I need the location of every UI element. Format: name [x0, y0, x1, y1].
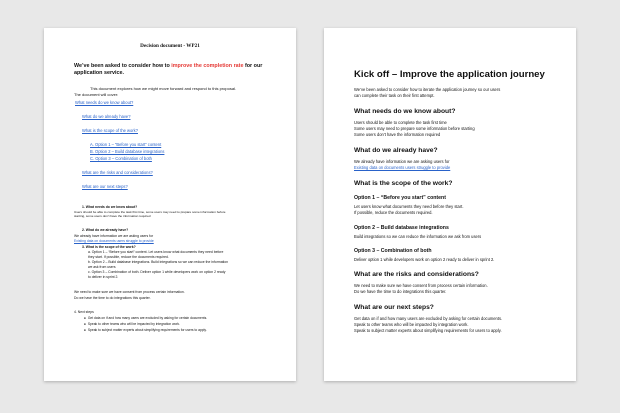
next-step-line: Get data on if and how many users are excluded by asking for certain documents. — [354, 316, 503, 321]
intro-text-end: for our application service. — [74, 63, 263, 76]
risks-line: We need to make sure we have consent from process certain information. — [354, 283, 488, 288]
toc-link-needs[interactable]: What needs do we know about? — [75, 100, 134, 105]
section-2-link[interactable]: Existing data on documents users struggle to provide — [74, 239, 154, 243]
risks-line: Do we have the time to do integrations this quarter. — [354, 289, 447, 294]
risks-line-2: Do we have the time to do integrations this quarter. — [74, 296, 151, 300]
explain-line-2: The document will cover: — [74, 92, 119, 97]
right-page-title: Kick off – Improve the application journey — [354, 69, 545, 80]
bullet-dot-icon: ● — [84, 322, 88, 326]
have-heading: What do we already have? — [354, 147, 438, 154]
needs-heading: What needs do we know about? — [354, 108, 456, 115]
next-step-text: Get data on if and how many users are excluded by asking for certain documents. — [87, 316, 208, 320]
left-document-page — [44, 28, 296, 381]
have-line: We already have information we are asking users for — [354, 159, 450, 164]
option-3-line: Deliver option 1 while developers work on option 2 ready to deliver in sprint 2. — [354, 257, 495, 262]
section-3-item: a. Option 1 – “Before you start” content. Let users know what documents they need before — [88, 250, 224, 254]
next-step-line: Speak to subject matter experts about simplifying requirements for users to apply. — [354, 328, 502, 333]
needs-line: Some users don’t have the information required — [354, 132, 441, 137]
bullet-dot-icon: ● — [84, 328, 88, 332]
have-data-link[interactable]: Existing data on documents users struggle to provide — [354, 165, 451, 170]
section-3-item: to deliver in sprint 2. — [88, 275, 119, 279]
section-3-item: b. Option 2 – Build database integrations. Build integrations so we can reduce the information — [88, 260, 229, 264]
section-3-item: we ask from users — [88, 265, 116, 269]
right-document-page — [324, 28, 576, 381]
toc-link-scope[interactable]: What is the scope of the work? — [82, 128, 138, 133]
section-3-heading: 3. What is the scope of the work? — [82, 245, 136, 249]
option-2-heading: Option 2 – Build database integrations — [354, 225, 449, 231]
section-1-body-line-2: starting, some users don’t have the information required — [74, 214, 151, 218]
toc-link-option-1[interactable]: A. Option 1 – “Before you start” content — [90, 142, 162, 147]
option-1-line: Let users know what documents they need before they start. — [354, 204, 464, 209]
option-1-heading: Option 1 – “Before you start” content — [354, 195, 446, 201]
toc-link-have[interactable]: What do we already have? — [82, 114, 131, 119]
needs-line: Some users may need to prepare some information before starting — [354, 126, 475, 131]
bullet-dot-icon: ● — [84, 316, 88, 320]
risks-line-1: We need to make sure we have consent from process certain information. — [74, 290, 185, 294]
option-1-line: If possible, reduce the documents required. — [354, 210, 433, 215]
intro-highlight: improve the completion rate — [171, 63, 244, 69]
scope-heading: What is the scope of the work? — [354, 180, 453, 187]
toc-link-next-steps[interactable]: What are our next steps? — [82, 184, 128, 189]
left-doc-title: Decision document - WP21 — [140, 43, 200, 49]
next-step-line: Speak to other teams who will be impacted by integration work. — [354, 322, 469, 327]
next-step-item — [84, 322, 180, 326]
next-step-text: Speak to subject matter experts about simplifying requirements for users to apply. — [87, 328, 207, 332]
left-intro — [74, 63, 274, 77]
section-3-item: they start. If possible, reduce the documents required. — [88, 255, 169, 259]
next-step-item — [84, 316, 207, 320]
next-steps-heading: What are our next steps? — [354, 304, 434, 311]
section-1-heading: 1. What needs do we know about? — [82, 205, 138, 209]
toc-link-option-3[interactable]: C. Option 3 – Combination of both — [90, 156, 152, 161]
intro-text-start: We’ve been asked to consider how to — [74, 63, 172, 69]
option-3-heading: Option 3 – Combination of both — [354, 248, 432, 254]
section-1-body-line-1: Users should be able to complete the task first time, some users may need to prepare some information before — [74, 210, 226, 214]
toc-link-risks[interactable]: What are the risks and considerations? — [82, 170, 153, 175]
section-2-heading: 2. What do we already have? — [82, 228, 129, 232]
risks-heading: What are the risks and considerations? — [354, 271, 479, 278]
next-step-item — [84, 328, 207, 332]
section-3-item: c. Option 3 – Combination of both. Deliver option 1 while developers work on option 2 ready — [88, 270, 226, 274]
next-step-text: Speak to other teams who will be impacted by integration work. — [87, 322, 181, 326]
needs-line: Users should be able to complete the task first time — [354, 120, 447, 125]
section-2-body: We already have information we are asking users for — [74, 234, 154, 238]
next-steps-heading: 4. Next steps — [74, 310, 94, 314]
toc-link-option-2[interactable]: B. Option 2 – Build database integrations — [90, 149, 165, 154]
explain-line-1: This document explores how we might move forward and respond to this proposal. — [90, 86, 237, 91]
right-intro-line-1: We’ve been asked to consider how to iterate the application journey so our users — [354, 87, 501, 92]
right-intro-line-2: can complete their task on their first attempt. — [354, 93, 435, 98]
option-2-line: Build integrations so we can reduce the information we ask from users — [354, 234, 482, 239]
